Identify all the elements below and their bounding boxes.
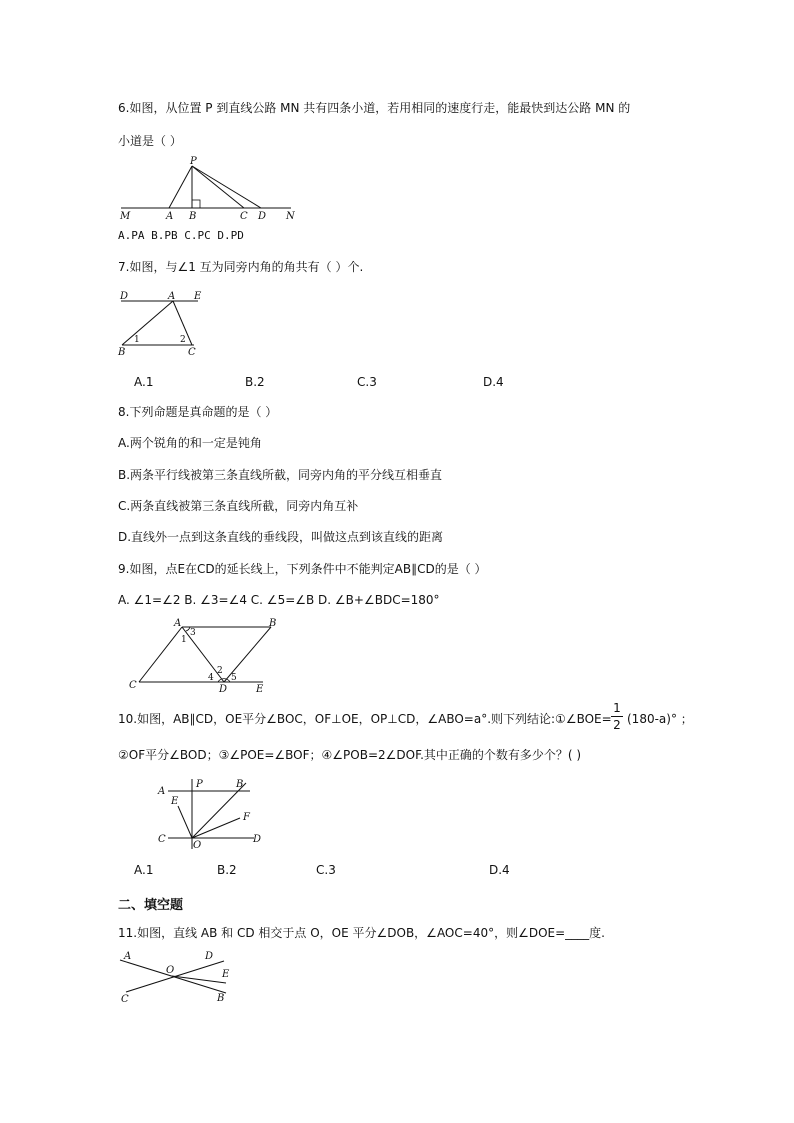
- q10-stem-part2: (180-a)° ；: [627, 712, 693, 726]
- section-heading: 二、填空题: [118, 898, 184, 913]
- q10-stem-line2: ②OF平分∠BOD；③∠POE=∠BOF；④∠POB=2∠DOF.其中正确的个数有多少个？( ): [118, 748, 582, 762]
- q9-label-e: E: [256, 684, 264, 695]
- q7-option-c: C.3: [357, 375, 377, 389]
- q6-stem-line2: 小道是（ ）: [118, 134, 182, 148]
- q8-option-d: D.直线外一点到这条直线的垂线段，叫做这点到该直线的距离: [118, 530, 444, 544]
- q9-options: A. ∠1=∠2 B. ∠3=∠4 C. ∠5=∠B D. ∠B+∠BDC=180°: [118, 593, 440, 607]
- q6-options: A.PA B.PB C.PC D.PD: [118, 229, 244, 242]
- q6-label-m: M: [120, 211, 131, 222]
- q9-angle-4: 4: [208, 673, 214, 683]
- q6-label-n: N: [286, 211, 295, 222]
- q9-label-a: A: [174, 618, 182, 629]
- q11-stem: 11.如图，直线 AB 和 CD 相交于点 O，OE 平分∠DOB，∠AOC=40°，则∠DOE=____度.: [118, 926, 605, 940]
- q10-fraction: [611, 701, 623, 732]
- q7-label-c: C: [188, 347, 196, 358]
- q7-angle-2: 2: [180, 335, 186, 345]
- q6-label-d: D: [258, 211, 267, 222]
- q10-stem-part1: 10.如图，AB∥CD，OE平分∠BOC，OF⊥OE，OP⊥CD，∠ABO=a°.则下列结论:①∠BOE=: [118, 712, 612, 726]
- q8-option-a: A.两个锐角的和一定是钝角: [118, 436, 262, 450]
- q6-label-a: A: [166, 211, 174, 222]
- q11-label-b: B: [217, 993, 225, 1004]
- q10-option-c: C.3: [316, 863, 336, 877]
- q6-label-p: P: [190, 156, 197, 167]
- q10-option-b: B.2: [217, 863, 237, 877]
- q7-option-b: B.2: [245, 375, 265, 389]
- q9-label-d: D: [219, 684, 228, 695]
- q9-stem: 9.如图，点E在CD的延长线上，下列条件中不能判定AB∥CD的是（ ）: [118, 562, 487, 576]
- q10-label-e: E: [171, 796, 179, 807]
- q11-figure: [116, 948, 240, 1006]
- q10-label-b: B: [236, 779, 244, 790]
- q11-label-o: O: [166, 965, 175, 976]
- q9-angle-1: 1: [181, 635, 187, 645]
- q11-label-d: D: [205, 951, 214, 962]
- q10-figure: [154, 776, 266, 854]
- q10-label-o: O: [193, 840, 202, 851]
- q7-option-a: A.1: [134, 375, 154, 389]
- q7-stem: 7.如图，与∠1 互为同旁内角的角共有（ ）个.: [118, 260, 364, 274]
- q9-angle-2: 2: [217, 666, 223, 676]
- q7-option-d: D.4: [483, 375, 504, 389]
- q11-label-e: E: [222, 969, 230, 980]
- q6-figure: [116, 156, 301, 224]
- q11-label-a: A: [124, 951, 132, 962]
- q10-option-d: D.4: [489, 863, 510, 877]
- q9-angle-5: 5: [231, 673, 237, 683]
- q7-label-a: A: [168, 291, 176, 302]
- q10-fraction-denominator: 2: [613, 718, 621, 732]
- q9-angle-3: 3: [190, 628, 196, 638]
- q6-label-c: C: [240, 211, 248, 222]
- q10-option-a: A.1: [134, 863, 154, 877]
- q10-label-a: A: [158, 786, 166, 797]
- q9-figure: [126, 618, 286, 696]
- q10-fraction-numerator: 1: [613, 701, 621, 715]
- q8-option-b: B.两条平行线被第三条直线所截，同旁内角的平分线互相垂直: [118, 468, 443, 482]
- q11-label-c: C: [121, 994, 129, 1005]
- q10-label-p: P: [196, 779, 203, 790]
- q7-label-e: E: [194, 291, 202, 302]
- q8-option-c: C.两条直线被第三条直线所截，同旁内角互补: [118, 499, 359, 513]
- q8-stem: 8.下列命题是真命题的是（ ）: [118, 405, 278, 419]
- q10-label-f: F: [243, 812, 250, 823]
- q9-label-b: B: [269, 618, 277, 629]
- q9-label-c: C: [129, 680, 137, 691]
- q6-stem-line1: 6.如图，从位置 P 到直线公路 MN 共有四条小道，若用相同的速度行走，能最快到达公路 MN 的: [118, 101, 631, 115]
- q7-label-d: D: [120, 291, 129, 302]
- q10-label-c: C: [158, 834, 166, 845]
- q10-label-d: D: [253, 834, 262, 845]
- q6-label-b: B: [189, 211, 197, 222]
- q7-figure: [116, 288, 206, 358]
- q7-label-b: B: [118, 347, 126, 358]
- q7-angle-1: 1: [134, 335, 140, 345]
